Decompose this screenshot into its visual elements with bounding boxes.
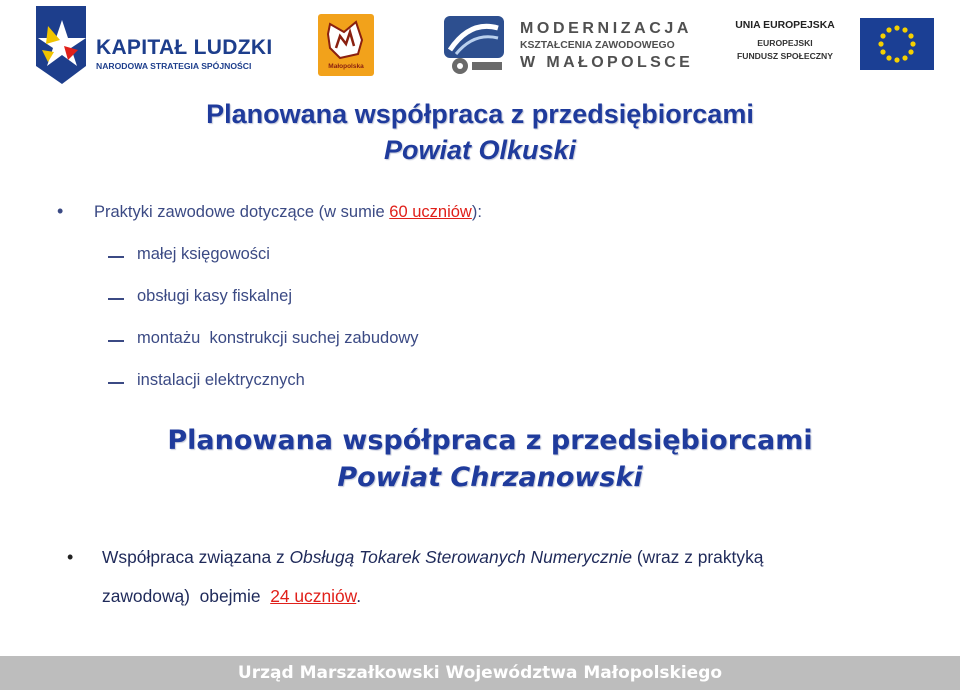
modernizacja-gear-icon bbox=[436, 14, 512, 76]
ue-line1: UNIA EUROPEJSKA bbox=[735, 20, 835, 31]
malopolska-label: Małopolska bbox=[328, 63, 364, 70]
section2-course-name: Obsługą Tokarek Sterowanych Numerycznie bbox=[289, 547, 633, 567]
section1-bullet-icon: • bbox=[57, 201, 64, 221]
section1-intro-before: Praktyki zawodowe dotyczące (w sumie bbox=[94, 203, 390, 221]
section2-line2-after: . bbox=[356, 586, 362, 606]
section2-text-after: (wraz z praktyką bbox=[632, 547, 764, 567]
dash-icon bbox=[108, 340, 124, 342]
ue-line3: FUNDUSZ SPOŁECZNY bbox=[737, 51, 833, 61]
modernizacja-line1: MODERNIZACJA bbox=[520, 20, 693, 37]
eu-flag-icon bbox=[860, 18, 934, 70]
section2-line2-before: zawodową) obejmie bbox=[102, 586, 271, 606]
ue-logo bbox=[716, 14, 938, 76]
footer-bar bbox=[0, 656, 960, 690]
footer-text: Urząd Marszałkowski Województwa Małopolskiego bbox=[237, 663, 723, 683]
section1-intro bbox=[94, 203, 482, 222]
section1-student-count: 60 uczniów bbox=[389, 203, 472, 221]
modernizacja-line2: KSZTAŁCENIA ZAWODOWEGO bbox=[520, 40, 675, 51]
logo-bar bbox=[0, 0, 960, 88]
section2-subtitle: Powiat Chrzanowski bbox=[337, 462, 643, 493]
section1-title: Planowana współpraca z przedsiębiorcami bbox=[206, 99, 754, 129]
list-item: instalacji elektrycznych bbox=[137, 371, 305, 389]
section2-text-before: Współpraca związana z bbox=[102, 547, 290, 567]
kapital-ludzki-logo bbox=[28, 6, 278, 84]
section2-title: Planowana współpraca z przedsiębiorcami bbox=[167, 425, 813, 456]
section2-student-count: 24 uczniów bbox=[270, 586, 357, 606]
dash-icon bbox=[108, 382, 124, 384]
ue-line2: EUROPEJSKI bbox=[757, 38, 813, 48]
section1-subtitle: Powiat Olkuski bbox=[383, 135, 577, 165]
section1-intro-after: ): bbox=[471, 203, 482, 221]
section2-bullet-icon: • bbox=[67, 547, 74, 567]
kapital-ludzki-title: KAPITAŁ LUDZKI bbox=[96, 36, 273, 59]
dash-icon bbox=[108, 256, 124, 258]
modernizacja-line3: W MAŁOPOLSCE bbox=[520, 54, 694, 71]
dash-icon bbox=[108, 298, 124, 300]
list-item: małej księgowości bbox=[137, 245, 270, 263]
kapital-ludzki-subtitle: NARODOWA STRATEGIA SPÓJNOŚCI bbox=[96, 61, 252, 71]
list-item: obsługi kasy fiskalnej bbox=[137, 287, 292, 305]
section2-text-line1 bbox=[102, 547, 763, 568]
kapital-ludzki-star-icon bbox=[28, 6, 92, 84]
list-item: montażu konstrukcji suchej zabudowy bbox=[137, 329, 419, 347]
section2-text-line2 bbox=[102, 586, 361, 607]
malopolska-logo bbox=[318, 14, 374, 76]
modernizacja-logo bbox=[436, 12, 696, 78]
